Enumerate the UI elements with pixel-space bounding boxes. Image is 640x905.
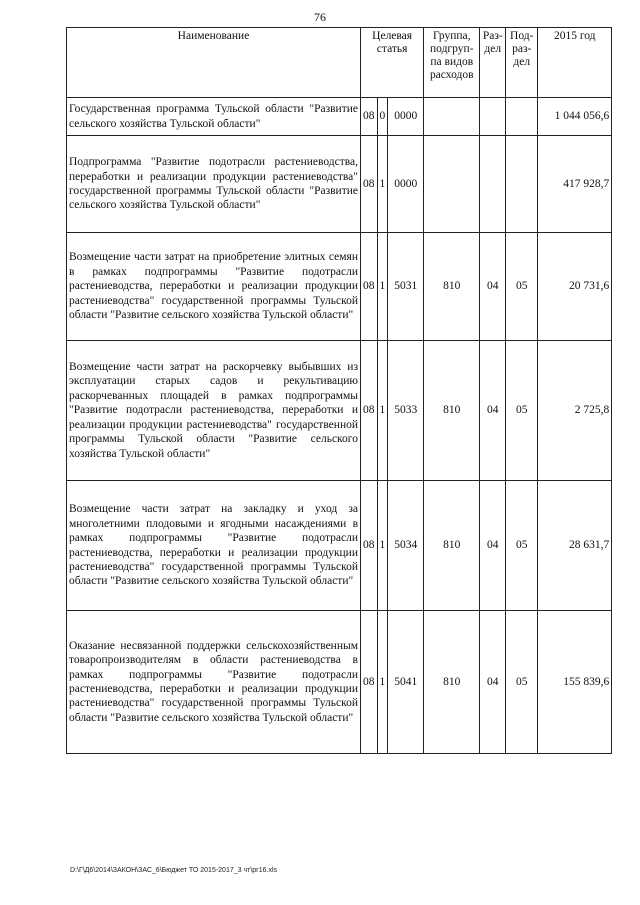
table-row: [67, 233, 612, 341]
row-code-b: 1: [377, 341, 388, 481]
row-code-a: 08: [361, 136, 378, 233]
row-group: [424, 98, 480, 136]
row-code-b: 0: [377, 98, 388, 136]
table-row: [67, 98, 612, 136]
budget-table: [66, 27, 612, 754]
row-podrazdel: 05: [506, 481, 538, 611]
row-podrazdel: 05: [506, 611, 538, 754]
table-row: [67, 611, 612, 754]
row-amount: 2 725,8: [538, 341, 612, 481]
row-code-c: 5031: [388, 233, 424, 341]
row-name: Государственная программа Тульской области "Развитие сельского хозяйства Тульской области": [67, 98, 361, 136]
row-code-c: 5033: [388, 341, 424, 481]
row-code-b: 1: [377, 481, 388, 611]
row-group: 810: [424, 233, 480, 341]
table-row: [67, 341, 612, 481]
row-name: Возмещение части затрат на приобретение элитных семян в рамках подпрограммы "Развитие подотрасли растениеводства, переработки и реализации продукции растениеводства" государственной программы Тульской области "Развитие сельского хозяйства Тульской области": [67, 233, 361, 341]
header-podrazdel: Под-раз-дел: [506, 28, 538, 98]
row-code-c: 0000: [388, 136, 424, 233]
row-code-b: 1: [377, 611, 388, 754]
footer-file-path: D:\Г\Д6\2014\ЗАКОН\ЗАС_6\Бюджет ТО 2015-2017_3 чт\рг16.xls: [70, 867, 278, 874]
row-amount: 28 631,7: [538, 481, 612, 611]
header-razdel: Раз-дел: [480, 28, 506, 98]
row-razdel: 04: [480, 233, 506, 341]
row-code-a: 08: [361, 341, 378, 481]
row-amount: 417 928,7: [538, 136, 612, 233]
table-header-row: [67, 28, 612, 98]
row-razdel: 04: [480, 481, 506, 611]
table-row: [67, 136, 612, 233]
row-group: 810: [424, 481, 480, 611]
row-razdel: 04: [480, 611, 506, 754]
row-amount: 155 839,6: [538, 611, 612, 754]
row-razdel: [480, 136, 506, 233]
row-code-c: 5041: [388, 611, 424, 754]
row-code-c: 5034: [388, 481, 424, 611]
row-group: [424, 136, 480, 233]
row-razdel: [480, 98, 506, 136]
row-podrazdel: [506, 98, 538, 136]
row-group: 810: [424, 611, 480, 754]
header-group: Группа, подгруп-па видов расходов: [424, 28, 480, 98]
row-code-a: 08: [361, 611, 378, 754]
row-code-c: 0000: [388, 98, 424, 136]
row-amount: 1 044 056,6: [538, 98, 612, 136]
row-name: Подпрограмма "Развитие подотрасли растениеводства, переработки и реализации продукции растениеводства" государственной программы Тульской области "Развитие сельского хозяйства Тульской области": [67, 136, 361, 233]
row-code-a: 08: [361, 233, 378, 341]
row-podrazdel: 05: [506, 233, 538, 341]
page-number: 76: [314, 10, 326, 24]
header-target-article: Целевая статья: [361, 28, 424, 98]
header-year: 2015 год: [538, 28, 612, 98]
row-podrazdel: [506, 136, 538, 233]
row-code-b: 1: [377, 136, 388, 233]
row-code-a: 08: [361, 98, 378, 136]
row-group: 810: [424, 341, 480, 481]
row-name: Возмещение части затрат на закладку и уход за многолетними плодовыми и ягодными насаждениями в рамках подпрограммы "Развитие подотрасли растениеводства, переработки и реализации продукции растениеводства" государственной программы Тульской области "Развитие сельского хозяйства Тульской области": [67, 481, 361, 611]
row-name: Возмещение части затрат на раскорчевку выбывших из эксплуатации старых садов и рекультивацию раскорчеванных площадей в рамках подпрограммы "Развитие подотрасли растениеводства, переработки и реализации продукции растениеводства" государственной программы Тульской области "Развитие сельского хозяйства Тульской области": [67, 341, 361, 481]
row-code-a: 08: [361, 481, 378, 611]
row-razdel: 04: [480, 341, 506, 481]
header-name: Наименование: [67, 28, 361, 98]
row-code-b: 1: [377, 233, 388, 341]
row-amount: 20 731,6: [538, 233, 612, 341]
row-name: Оказание несвязанной поддержки сельскохозяйственным товаропроизводителям в области растениеводства в рамках подпрограммы "Развитие подотрасли растениеводства, переработки и реализации продукции растениеводства" государственной программы Тульской области "Развитие сельского хозяйства Тульской области": [67, 611, 361, 754]
table-row: [67, 481, 612, 611]
row-podrazdel: 05: [506, 341, 538, 481]
